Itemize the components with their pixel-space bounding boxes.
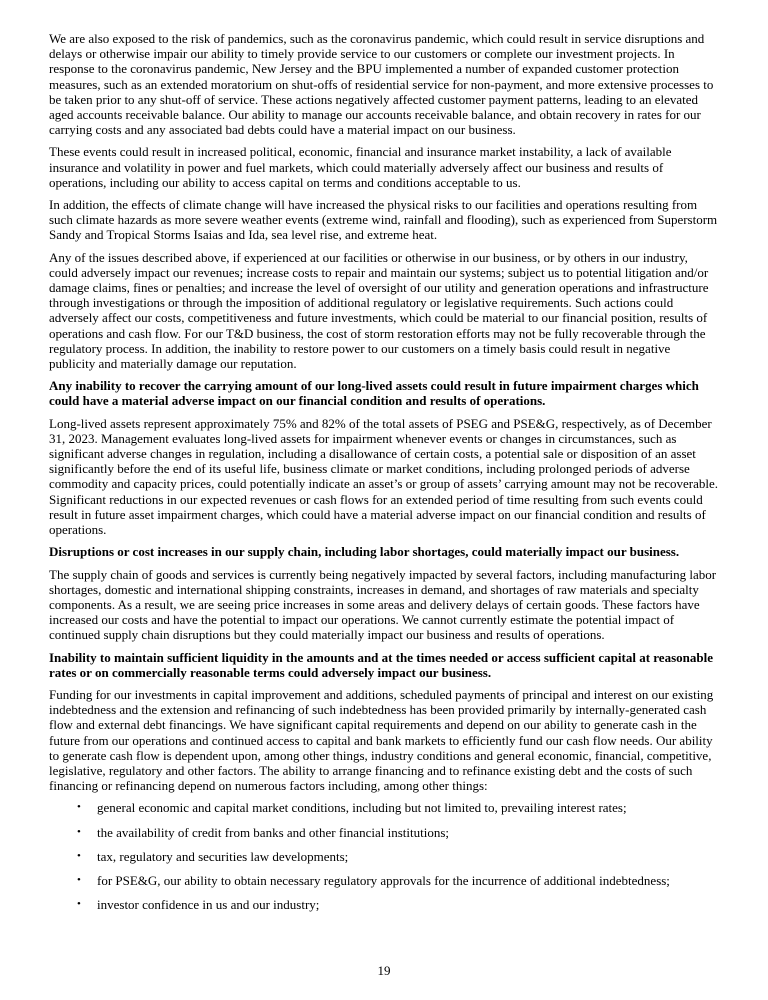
bullet-icon: • xyxy=(77,801,81,814)
list-item xyxy=(49,873,719,888)
bullet-icon: • xyxy=(77,849,81,862)
risk-heading-impairment: Any inability to recover the carrying amount of our long-lived assets could result in future impairment charges which could have a material adverse impact on our financial condition and results of operations. xyxy=(49,378,699,409)
risk-heading-liquidity: Inability to maintain sufficient liquidity in the amounts and at the times needed or access sufficient capital at reasonable rates or on commercially reasonable terms could adversely impact our business. xyxy=(49,649,713,680)
list-item xyxy=(49,825,719,840)
paragraph-funding: Funding for our investments in capital improvement and additions, scheduled payments of principal and interest on our existing indebtedness and the extension and refinancing of such indebtedness has been provided primarily by internally-generated cash flow and external debt financings. We have significant capital requirements and depend on our ability to generate cash in the future from our operations and continued access to capital and bank markets to efficiently fund our cash flow needs. Our ability to generate cash flow is dependent upon, among other things, industry conditions and general economic, financial, competitive, legislative, regulatory and other factors. The ability to arrange financing and to refinance existing debt and the costs of such financing or refinancing depend on numerous factors including, among other things: xyxy=(49,686,714,794)
bullet-icon: • xyxy=(77,825,81,838)
list-item-text: for PSE&G, our ability to obtain necessary regulatory approvals for the incurrence of additional indebtedness; xyxy=(97,872,670,888)
paragraph-pandemic-risk: We are also exposed to the risk of pandemics, such as the coronavirus pandemic, which could result in service disruptions and delays or otherwise impair our ability to timely provide service to our customers or complete our investment projects. In response to the coronavirus pandemic, New Jersey and the BPU implemented a number of expanded customer protection measures, such as an extended moratorium on shut-offs of residential service for non-payment, and more extensive processes to be taken prior to any shut-off of service. These actions negatively affected customer payment patterns, leading to an elevated aged accounts receivable balance. Our ability to manage our accounts receivable balance, and obtain recovery in rates for our carrying costs and any associated bad debts could have a material impact on our business. xyxy=(49,31,714,138)
paragraph-long-lived-assets: Long-lived assets represent approximately 75% and 82% of the total assets of PSEG and PSE&G, respectively, as of December 31, 2023. Management evaluates long-lived assets for impairment whenever events or changes in circumstances, such as significant adverse changes in regulation, including a disallowance of certain costs, a potential sale or disposition of an asset significantly before the end of its useful life, business climate or market conditions, including prolonged periods of adverse commodity and capacity prices, could potentially indicate an asset’s or group of assets’ carrying amount may not be recoverable. Significant reductions in our expected revenues or cash flows for an extended period of time resulting from such events could result in future asset impairment charges, which could have a material adverse impact on our financial condition and results of operations. xyxy=(49,415,719,538)
list-item-text: general economic and capital market conditions, including but not limited to, prevailing interest rates; xyxy=(97,800,627,816)
bullet-icon: • xyxy=(77,898,81,911)
page-number: 19 xyxy=(377,962,391,978)
risk-heading-supply-chain: Disruptions or cost increases in our supply chain, including labor shortages, could materially impact our business. xyxy=(49,544,680,560)
paragraph-supply-chain: The supply chain of goods and services is currently being negatively impacted by several factors, including manufacturing labor shortages, domestic and international shipping constraints, increases in demand, and shortages of raw materials and specialty components. As a result, we are seeing price increases in some areas and delivery delays of certain goods. These factors have increased our costs and have the potential to impact our operations. We cannot currently estimate the potential impact of continued supply chain disruptions but they could materially impact our business and results of operations. xyxy=(49,566,717,643)
list-item xyxy=(49,800,719,815)
list-item-text: the availability of credit from banks and other financial institutions; xyxy=(97,824,449,840)
list-item xyxy=(49,897,719,912)
paragraph-climate-change: In addition, the effects of climate change will have increased the physical risks to our facilities and operations resulting from such climate hazards as more severe weather events (extreme wind, rainfall and flooding), such as experienced from Superstorm Sandy and Tropical Storms Isaias and Ida, sea level rise, and extreme heat. xyxy=(49,197,718,243)
paragraph-market-instability: These events could result in increased political, economic, financial and insurance market instability, a lack of available insurance and volatility in power and fuel markets, which could materially adversely affect our business and results of operations, including our ability to access capital on terms and conditions acceptable to us. xyxy=(49,144,672,190)
list-item-text: tax, regulatory and securities law developments; xyxy=(97,848,349,864)
financing-factors-list xyxy=(49,800,719,912)
bullet-icon: • xyxy=(77,873,81,886)
paragraph-issues-impact: Any of the issues described above, if experienced at our facilities or otherwise in our business, or by others in our industry, could adversely impact our revenues; increase costs to repair and maintain our systems; subject us to potential litigation and/or damage claims, fines or penalties; and increase the level of oversight of our utility and generation operations and infrastructure through investigations or through the imposition of additional regulatory or legislative requirements. Such actions could adversely affect our costs, competitiveness and future investments, which could be material to our financial position, results of operations and cash flow. For our T&D business, the cost of storm restoration efforts may not be fully recoverable through the regulatory process. In addition, the inability to restore power to our customers on a timely basis could result in negative publicity and materially damage our reputation. xyxy=(49,249,709,372)
list-item-text: investor confidence in us and our industry; xyxy=(97,897,320,913)
list-item xyxy=(49,849,719,864)
